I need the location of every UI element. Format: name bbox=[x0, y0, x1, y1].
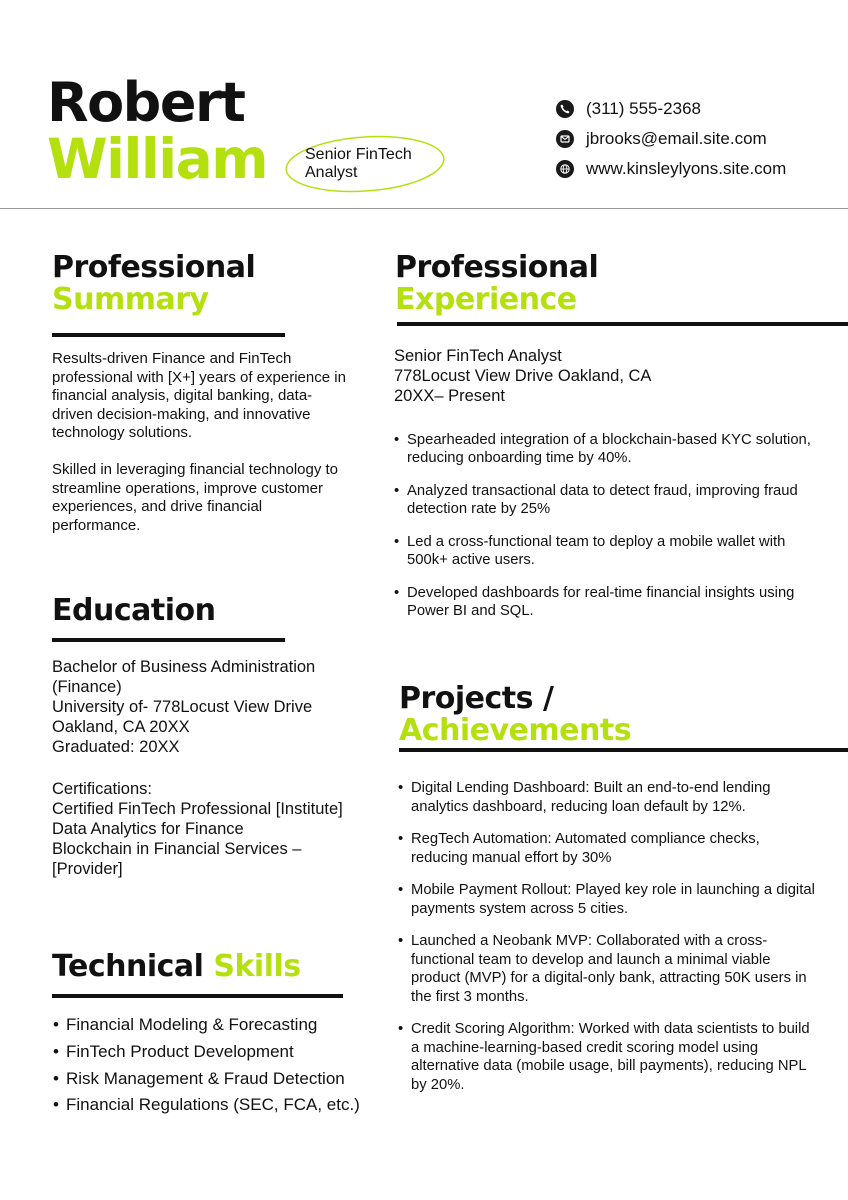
certifications bbox=[52, 779, 362, 879]
summary-title bbox=[52, 252, 255, 316]
university: University of- 778Locust View Drive Oakland, CA 20XX bbox=[52, 698, 313, 736]
project-bullet: • Launched a Neobank MVP: Collaborated with a cross-functional team to develop and launch a minimal viable product (MVP) for a digital-only bank, attracting 50K users in the first 3 months. bbox=[398, 932, 818, 1006]
certification-item: Data Analytics for Finance bbox=[52, 820, 244, 838]
certifications-heading: Certifications: bbox=[52, 780, 152, 798]
skills-underline bbox=[52, 994, 343, 998]
skill-item: • Financial Modeling & Forecasting bbox=[53, 1012, 383, 1039]
education-underline bbox=[52, 638, 285, 642]
phone-text: (311) 555-2368 bbox=[586, 99, 701, 118]
project-bullet: • Credit Scoring Algorithm: Worked with data scientists to build a machine-learning-based credit scoring model using alternative data (mobile usage, bill payments), reducing NPL by 20%. bbox=[398, 1020, 818, 1094]
globe-icon bbox=[556, 160, 574, 178]
degree: Bachelor of Business Administration (Finance) bbox=[52, 658, 316, 696]
education-details bbox=[52, 657, 362, 757]
job-title: Senior FinTech Analyst bbox=[394, 347, 562, 365]
experience-underline bbox=[397, 322, 848, 326]
phone-icon bbox=[556, 100, 574, 118]
experience-bullet: • Spearheaded integration of a blockchain-based KYC solution, reducing onboarding time by 40%. bbox=[394, 431, 814, 467]
project-bullet: • Digital Lending Dashboard: Built an end-to-end lending analytics dashboard, reducing loan default by 12%. bbox=[398, 779, 818, 816]
header-divider bbox=[0, 208, 848, 209]
experience-title-dark: Professional bbox=[395, 250, 599, 285]
job-role-line1: Senior FinTech bbox=[305, 146, 412, 163]
skills-title-dark: Technical bbox=[52, 949, 204, 984]
skills-list bbox=[53, 1012, 383, 1119]
job-role-line2: Analyst bbox=[305, 164, 358, 181]
experience-bullets bbox=[394, 431, 814, 635]
projects-underline bbox=[399, 748, 848, 752]
experience-title bbox=[395, 252, 598, 316]
project-bullet: • Mobile Payment Rollout: Played key role in launching a digital payments system across 5 cities. bbox=[398, 881, 818, 918]
experience-bullet: • Led a cross-functional team to deploy a mobile wallet with 500k+ active users. bbox=[394, 533, 814, 569]
last-name: William bbox=[47, 127, 268, 191]
summary-title-lime: Summary bbox=[52, 282, 209, 317]
experience-title-lime: Experience bbox=[395, 282, 577, 317]
job-location: 778Locust View Drive Oakland, CA bbox=[394, 367, 652, 385]
job-dates: 20XX– Present bbox=[394, 387, 505, 405]
certification-item: Blockchain in Financial Services – [Provider] bbox=[52, 840, 302, 878]
job-role bbox=[305, 146, 412, 182]
summary-paragraph-1: Results-driven Finance and FinTech professional with [X+] years of experience in financial analysis, digital banking, data-driven decision-making, and innovative technology solutions. bbox=[52, 350, 346, 441]
website-text: www.kinsleylyons.site.com bbox=[586, 159, 787, 178]
email-text: jbrooks@email.site.com bbox=[586, 129, 767, 148]
projects-title-dark: Projects / bbox=[399, 681, 554, 716]
projects-bullets bbox=[398, 779, 818, 1108]
summary-title-dark: Professional bbox=[52, 250, 256, 285]
email-icon bbox=[556, 130, 574, 148]
education-title-text: Education bbox=[52, 593, 216, 628]
projects-title-lime: Achievements bbox=[399, 713, 632, 748]
certification-item: Certified FinTech Professional [Institute] bbox=[52, 800, 343, 818]
projects-title bbox=[399, 683, 631, 747]
experience-job bbox=[394, 346, 824, 406]
graduation-date: Graduated: 20XX bbox=[52, 738, 180, 756]
summary-underline bbox=[52, 333, 285, 337]
contact-website[interactable] bbox=[556, 159, 786, 179]
education-title bbox=[52, 595, 215, 627]
experience-bullet: • Analyzed transactional data to detect fraud, improving fraud detection rate by 25% bbox=[394, 482, 814, 518]
project-bullet: • RegTech Automation: Automated compliance checks, reducing manual effort by 30% bbox=[398, 830, 818, 867]
experience-bullet: • Developed dashboards for real-time financial insights using Power BI and SQL. bbox=[394, 584, 814, 620]
skill-item: • Risk Management & Fraud Detection bbox=[53, 1066, 383, 1093]
skill-item: • FinTech Product Development bbox=[53, 1039, 383, 1066]
skills-title bbox=[52, 951, 301, 983]
summary-paragraph-2: Skilled in leveraging financial technology to streamline operations, improve customer experiences, and drive financial performance. bbox=[52, 461, 339, 534]
skill-item: • Financial Regulations (SEC, FCA, etc.) bbox=[53, 1092, 383, 1119]
contact-phone[interactable] bbox=[556, 99, 701, 119]
first-name: Robert bbox=[47, 71, 245, 134]
skills-title-lime: Skills bbox=[213, 949, 301, 984]
contact-email[interactable] bbox=[556, 129, 767, 149]
